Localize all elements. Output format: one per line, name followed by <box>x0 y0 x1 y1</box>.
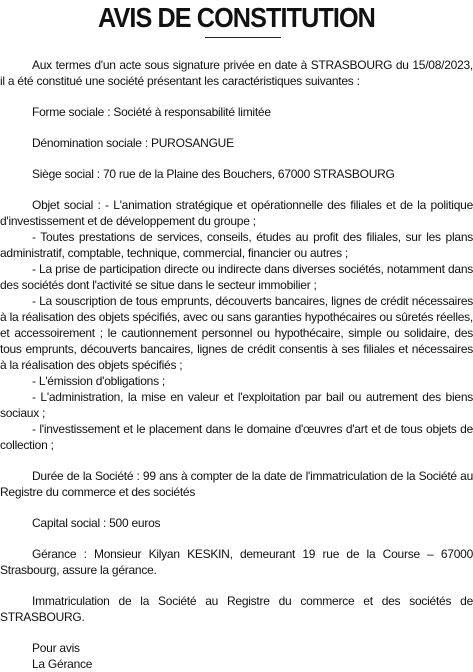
objet-item: - L'administration, la mise en valeur et l'exploitation par bail ou autrement des biens sociaux ; <box>0 390 473 420</box>
duree-societe: Durée de la Société : 99 ans à compter de la date de l'immatriculation de la Société au Registre du commerce et des sociétés <box>0 469 473 499</box>
signature-block <box>0 640 473 672</box>
immatriculation: Immatriculation de la Société au Registre du commerce et des sociétés de STRASBOURG. <box>0 594 473 624</box>
objet-item: - L'émission d'obligations ; <box>32 374 165 388</box>
denomination-sociale: Dénomination sociale : PUROSANGUE <box>32 136 234 150</box>
objet-item: Objet social : - L'animation stratégique et opérationnelle des filiales et de la politique d'investissement et de développement du groupe ; <box>0 198 473 228</box>
objet-item: - Toutes prestations de services, conseils, études au profit des filiales, sur les plans administratif, comptable, technique, commercial, financier ou autres ; <box>0 230 473 260</box>
notice-body <box>0 57 473 672</box>
forme-sociale: Forme sociale : Société à responsabilité limitée <box>32 105 271 119</box>
objet-item: - La prise de participation directe ou indirecte dans diverses sociétés, notamment dans des sociétés dont l'activité se situe dans le secteur immobilier ; <box>0 262 473 292</box>
objet-social <box>0 197 473 453</box>
objet-item: - La souscription de tous emprunts, découverts bancaires, lignes de crédit nécessaires à la réalisation des objets spécifiés, avec ou sans garanties hypothécaires ou sûretés réelles, et accessoirement ; le cautionnement personnel ou hypothécaire, simple ou solidaire, des tous emprunts, découverts bancaires, lignes de crédit consentis à ses filiales et nécessaires à la réalisation des objets spécifiés ; <box>0 294 473 372</box>
intro-paragraph: Aux termes d'un acte sous signature privée en date à STRASBOURG du 15/08/2023, il a été constitué une société présentant les caractéristiques suivantes : <box>0 58 473 88</box>
signature-gerance: La Gérance <box>32 657 93 671</box>
siege-social: Siège social : 70 rue de la Plaine des Bouchers, 67000 STRASBOURG <box>32 167 395 181</box>
title-underline <box>205 37 281 38</box>
capital-social: Capital social : 500 euros <box>32 516 161 530</box>
notice-title: AVIS DE CONSTITUTION <box>98 2 375 33</box>
gerance: Gérance : Monsieur Kilyan KESKIN, demeurant 19 rue de la Course – 67000 Strasbourg, assure la gérance. <box>0 547 473 577</box>
objet-item: - l'investissement et le placement dans le domaine d'œuvres d'art et de tous objets de collection ; <box>0 422 473 452</box>
signature-pour-avis: Pour avis <box>32 641 80 655</box>
